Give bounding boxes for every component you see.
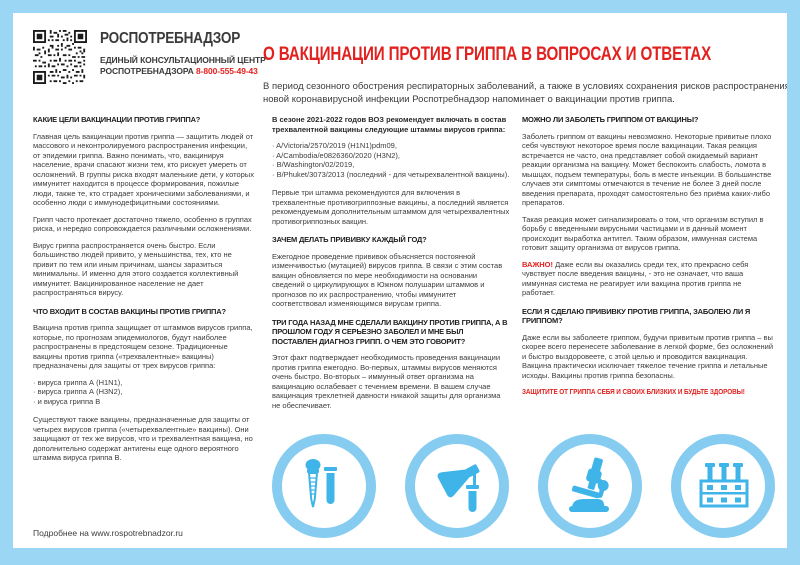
paragraph: Существуют также вакцины, предназначенные для защиты от четырех вирусов гриппа («четырехвалентные» вакцины). Они защищают от тех же вирусов, что и трехвалентная вакцина, но дополнительно содержат антигены еще одного вероятного штамма вируса гриппа В. — [33, 415, 253, 462]
list-item: · вируса гриппа А (H1N1), — [33, 377, 123, 387]
pipette-and-test-tube-icon — [294, 456, 354, 516]
page-title: О ВАКЦИНАЦИИ ПРОТИВ ГРИППА В ВОПРОСАХ И ОТВЕТАХ — [263, 44, 712, 65]
paragraph: Ежегодное проведение прививок объясняется постоянной изменчивостью (мутацией) вирусов гриппа. В связи с этим состав вакцин обновляется по мере необходимости на основании сведений о циркулирующих в Южном полушарии штаммов и прогнозов по их распространению, чтобы иммунитет соответствовал изменяющимся вирусам гриппа. — [272, 251, 503, 308]
icon-circle — [671, 434, 775, 538]
page-subtitle: В период сезонного обострения респираторных заболеваний, а также в условиях сохранения рисков распространения новой коронавирусной инфекции Роспотребнадзор напоминает о вакцинации против гриппа. — [263, 81, 790, 105]
more-info-link: Подробнее на www.rospotrebnadzor.ru — [33, 528, 183, 538]
org-header — [100, 30, 270, 77]
column-3 — [522, 115, 774, 397]
flask-pour-icon — [427, 456, 487, 516]
strain-list — [272, 141, 510, 179]
list-item: · вируса гриппа А (H3N2), — [33, 387, 123, 396]
paragraph: Такая реакция может сигнализировать о том, что организм вступил в борьбу с введенными вирусными частицами и в данный момент происходит выработка антител. Таким образом, иммунная система готовит защиту организма от вирусов гриппа. — [522, 214, 764, 252]
qr-code-icon — [33, 30, 87, 84]
who-recommendation-intro: В сезоне 2021-2022 годов ВОЗ рекомендует включать в состав трехвалентной вакцины следующие штаммы вирусов гриппа: — [272, 115, 507, 134]
paragraph: Вакцина против гриппа защищает от штаммов вирусов гриппа, которые, по прогнозам эпидемиологов, будут наиболее распространены в предстоящем сезоне. Традиционные вакцины против гриппа («трехвалентные» вакцины) предназначены для защиты от трех вирусов гриппа: — [33, 323, 253, 370]
consult-center-line2: РОСПОТРЕБНАДЗОРА 8-800-555-49-43 — [100, 66, 258, 76]
consult-center-line1: ЕДИНЫЙ КОНСУЛЬТАЦИОННЫЙ ЦЕНТР — [100, 55, 266, 65]
test-tube-rack-icon — [693, 456, 753, 516]
question-heading: ЕСЛИ Я СДЕЛАЮ ПРИВИВКУ ПРОТИВ ГРИППА, ЗАБОЛЕЮ ЛИ Я ГРИППОМ? — [522, 306, 751, 325]
paragraph: Даже если вы заболеете гриппом, будучи привитым против гриппа – вы скорее всего перенесете заболевание в легкой форме, без осложнений и быстро выздоровеете, с этой целью и проводится вакцинация. Вакцина практически исключает тяжелое течение гриппа и летальные исходы. Вакцины против гриппа безопасны. — [522, 332, 774, 380]
paragraph: Первые три штамма рекомендуются для включения в трехвалентные противогриппозные вакцины, а последний является рекомендуемым дополнительным штаммом для четырехвалентных противогриппозных вакцин. — [272, 188, 510, 226]
column-2 — [272, 115, 510, 417]
question-heading: МОЖНО ЛИ ЗАБОЛЕТЬ ГРИППОМ ОТ ВАКЦИНЫ? — [522, 115, 699, 124]
question-heading: ЧТО ВХОДИТ В СОСТАВ ВАКЦИНЫ ПРОТИВ ГРИППА? — [33, 306, 226, 316]
closing-slogan: ЗАЩИТИТЕ ОТ ГРИППА СЕБЯ И СВОИХ БЛИЗКИХ И БУДЬТЕ ЗДОРОВЫ! — [522, 387, 745, 396]
question-heading: ТРИ ГОДА НАЗАД МНЕ СДЕЛАЛИ ВАКЦИНУ ПРОТИВ ГРИППА, А В ПРОШЛОМ ГОДУ Я СЕРЬЕЗНО ЗАБОЛЕЛ И МНЕ БЫЛ ПОСТАВЛЕН ДИАГНОЗ ГРИПП. О ЧЕМ ЭТО ГОВОРИТ? — [272, 317, 508, 346]
list-item: · A/Victoria/2570/2019 (H1N1)pdm09, — [272, 141, 397, 150]
icon-circle — [272, 434, 376, 538]
icon-row — [272, 432, 775, 540]
list-item: · B/Phuket/3073/2013 (последний - для четырехвалентной вакцины). — [272, 169, 510, 179]
paragraph: Этот факт подтверждает необходимость проведения вакцинации против гриппа ежегодно. Во-первых, штаммы вирусов меняются очень быстро. Во-вторых – иммунный ответ организма на вакцинацию ослабевает с течением времени. В вашем случае вакцинация трехлетней давности никакой защиты для организма не обеспечивает. — [272, 353, 501, 410]
list-item: · B/Washington/02/2019, — [272, 160, 355, 169]
paragraph: Главная цель вакцинации против гриппа — защитить людей от массового и неконтролируемого распространения инфекции, от эпидемии гриппа. Важно понимать, что, вакцинируя население, врачи спасают жизни тем, кто рискует умереть от осложнений. В группы риска входят маленькие дети, у которых иммунитет находится в процессе формирования, пожилые люди, также те, кто страдает хроническими заболеваниями, и особенно люди с иммунодефицитными состояниями. — [33, 131, 254, 207]
question-heading: ЗАЧЕМ ДЕЛАТЬ ПРИВИВКУ КАЖДЫЙ ГОД? — [272, 235, 427, 244]
paragraph: Вирус гриппа распространяется очень быстро. Если большинство людей привито, у меньшинства, тех, кто не привит по тем или иным причинам, шансы заразиться минимальны. И именно для этого создается коллективный иммунитет. Вакцинированное население не дает распространяться вирусу. — [33, 240, 239, 297]
list-item: · и вируса гриппа В — [33, 396, 101, 406]
column-1 — [33, 115, 256, 470]
paragraph: Заболеть гриппом от вакцины невозможно. Некоторые привитые плохо себя чувствуют некоторое время после вакцинации. Такая реакция встречается не часто, она представляет собой ожидаемый вариант реакции организма на вакцину. Может беспокоить слабость, ломота в мышцах, подъем температуры, боль в месте инъекции. В большинстве случаев эти симптомы отмечаются в течение не более 3 дней после введения препарата, проходят самостоятельно без приёма каких-либо препаратов. — [522, 131, 772, 207]
paragraph: Грипп часто протекает достаточно тяжело, особенно в группах риска, и нередко сопровождается различными осложнениями. — [33, 214, 252, 233]
org-name: РОСПОТРЕБНАДЗОР — [100, 30, 241, 47]
microscope-icon — [560, 456, 620, 516]
icon-circle — [405, 434, 509, 538]
question-heading: КАКИЕ ЦЕЛИ ВАКЦИНАЦИИ ПРОТИВ ГРИППА? — [33, 115, 201, 124]
list-item: · A/Cambodia/e0826360/2020 (H3N2), — [272, 150, 400, 160]
important-note: ВАЖНО! Даже если вы оказались среди тех, кто прекрасно себя чувствует после введения вакцины, - это не означает, что ваша иммунная система не реагирует или вакцина против гриппа не работает. — [522, 259, 749, 297]
phone-number: 8-800-555-49-43 — [195, 66, 258, 76]
important-label: ВАЖНО! — [522, 259, 553, 269]
strain-list — [33, 378, 256, 407]
icon-circle — [538, 434, 642, 538]
